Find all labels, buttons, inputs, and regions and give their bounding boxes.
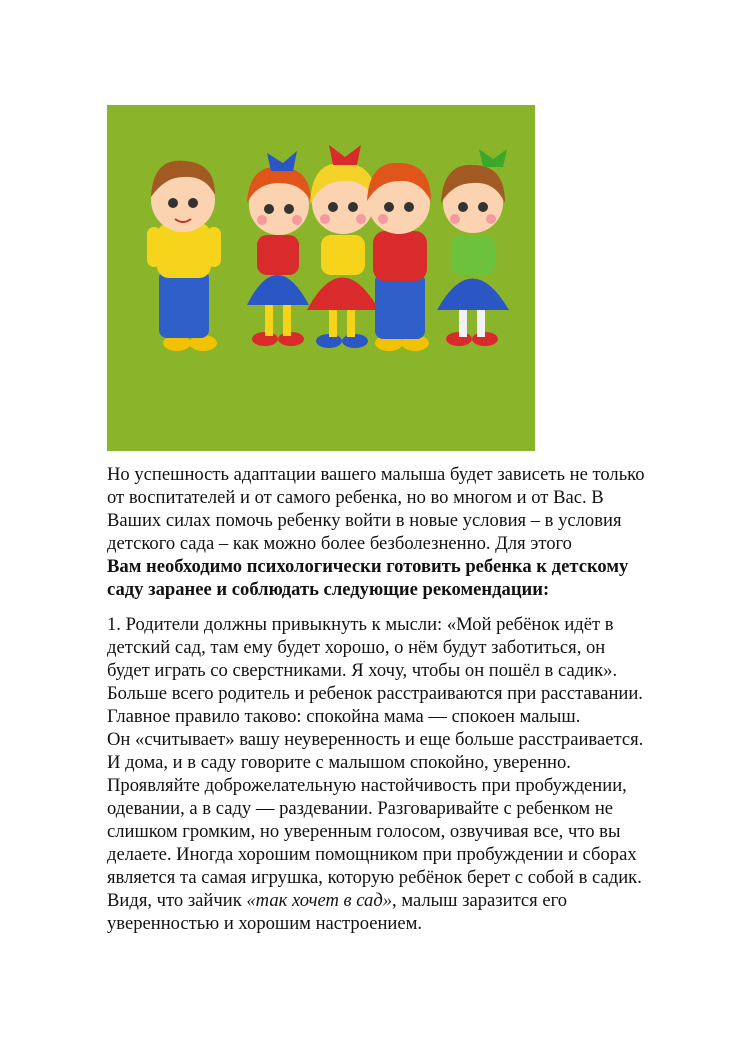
advice-line: Больше всего родитель и ребенок расстраиваются при расставании.	[107, 683, 643, 704]
advice-last-line: уверенностью и хорошим настроением.	[107, 913, 423, 934]
intro-paragraph	[107, 463, 697, 601]
banner	[107, 105, 535, 451]
advice-line: Он «считывает» вашу неуверенность и еще больше расстраивается.	[107, 729, 644, 750]
advice-line: детский сад, там ему будет хорошо, о нём будут заботиться, он	[107, 637, 606, 658]
intro-line: Но успешность адаптации вашего малыша будет зависеть не только	[107, 464, 645, 485]
advice-line: 1. Родители должны привыкнуть к мысли: «Мой ребёнок идёт в	[107, 614, 614, 635]
advice-line: Проявляйте доброжелательную настойчивость при пробуждении,	[107, 775, 627, 796]
advice-line: Главное правило таково: спокойна мама — спокоен малыш.	[107, 706, 581, 727]
advice-line: И дома, и в саду говорите с малышом спокойно, уверенно.	[107, 752, 571, 773]
intro-line: от воспитателей и от самого ребенка, но во многом и от Вас. В	[107, 487, 604, 508]
italic-quote: «так хочет в сад»	[246, 890, 393, 911]
intro-bold-line: Вам необходимо психологически готовить ребенка к детскому	[107, 556, 629, 577]
child-girl-blue-bow-icon	[247, 151, 311, 346]
advice-line: делаете. Иногда хорошим помощником при пробуждении и сборах	[107, 844, 637, 865]
line-suffix: , малыш заразится его	[392, 890, 568, 911]
child-girl-green-bow-icon	[437, 149, 509, 346]
advice-line: слишком громким, но уверенным голосом, озвучивая все, что вы	[107, 821, 621, 842]
intro-bold-line: саду заранее и соблюдать следующие рекомендации:	[107, 579, 550, 600]
advice-line: будет играть со сверстниками. Я хочу, чтобы он пошёл в садик».	[107, 660, 618, 681]
child-girl-red-bow-icon	[307, 145, 379, 348]
advice-paragraph	[107, 613, 697, 935]
intro-line: Ваших силах помочь ребенку войти в новые условия – в условия	[107, 510, 622, 531]
five-cartoon-children-icon	[107, 105, 535, 451]
advice-line: одевании, а в саду — раздевании. Разговаривайте с ребенком не	[107, 798, 614, 819]
advice-line-italic-quote	[107, 889, 697, 912]
line-prefix: Видя, что зайчик	[107, 890, 247, 911]
advice-line: является та самая игрушка, которую ребёнок берет с собой в садик.	[107, 867, 642, 888]
child-boy-icon	[147, 161, 221, 351]
child-boy-red-shirt-icon	[367, 163, 431, 351]
intro-line: детского сада – как можно более безболезненно. Для этого	[107, 533, 572, 554]
